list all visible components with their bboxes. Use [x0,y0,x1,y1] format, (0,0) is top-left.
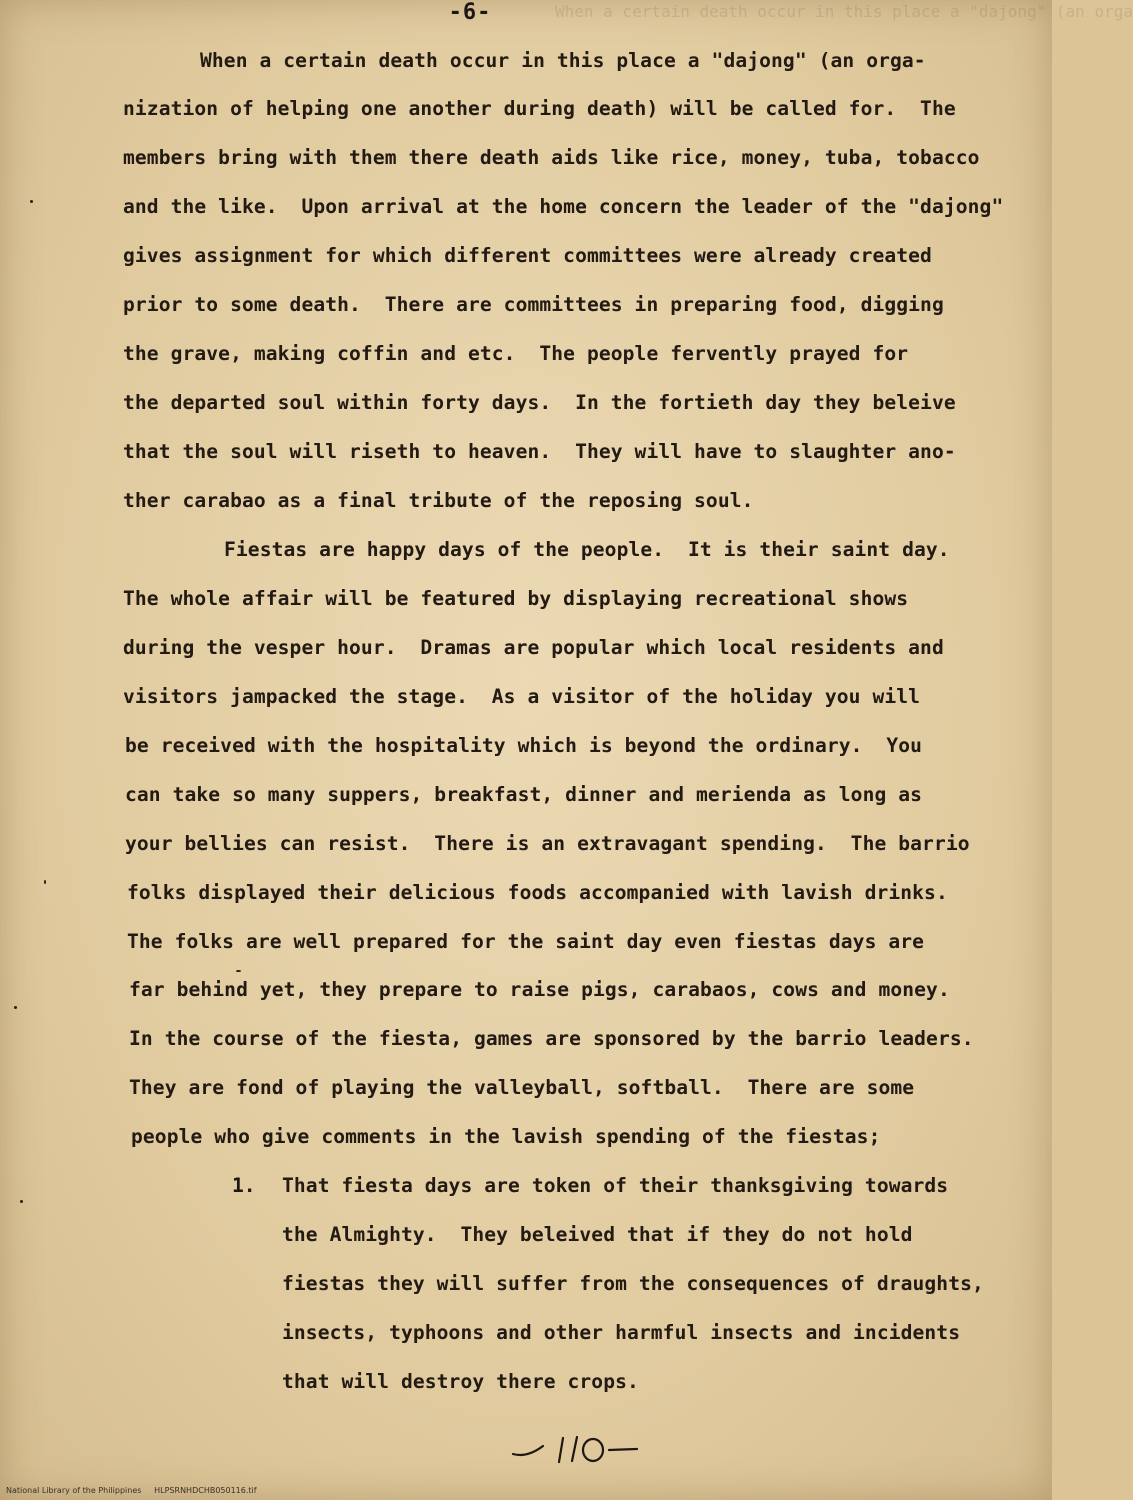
text-line: the departed soul within forty days. In the fortieth day they beleive [123,391,956,414]
paper-speck [20,1200,23,1203]
list-item-number: 1. [232,1174,256,1197]
text-line: during the vesper hour. Dramas are popular which local residents and [123,636,944,659]
text-line: your bellies can resist. There is an extravagant spending. The barrio [125,832,970,855]
list-item-line: insects, typhoons and other harmful insects and incidents [282,1321,961,1344]
paper-speck [14,1006,17,1009]
text-line: Fiestas are happy days of the people. It is their saint day. [224,538,950,561]
archive-footer-note: National Library of the Philippines HLPSRNHDCHB050116.tif [6,1486,257,1495]
text-line: far behind yet, they prepare to raise pigs, carabaos, cows and money. [129,978,950,1001]
list-item-line: that will destroy there crops. [282,1370,639,1393]
text-line: ther carabao as a final tribute of the reposing soul. [123,489,754,512]
text-line: The folks are well prepared for the saint day even fiestas days are [127,930,925,953]
text-line: They are fond of playing the valleyball, softball. There are some [129,1076,915,1099]
paper-speck [30,200,33,203]
text-line: visitors jampacked the stage. As a visitor of the holiday you will [123,685,921,708]
text-line: In the course of the fiesta, games are sponsored by the barrio leaders. [129,1027,974,1050]
text-line: prior to some death. There are committees in preparing food, digging [123,293,944,316]
list-item-line: the Almighty. They beleived that if they do not hold [282,1223,913,1246]
text-line: folks displayed their delicious foods accompanied with lavish drinks. [127,881,948,904]
paper-speck [44,880,46,884]
text-line: be received with the hospitality which is beyond the ordinary. You [125,734,923,757]
handwritten-page-mark [505,1428,665,1468]
bleed-through-text: When a certain death occur in this place a "dajong" (an orga [555,2,1133,21]
page-number: -6- [448,0,492,25]
text-line: that the soul will riseth to heaven. They will have to slaughter ano- [123,440,956,463]
text-line: gives assignment for which different committees were already created [123,244,932,267]
text-line: the grave, making coffin and etc. The people fervently prayed for [123,342,909,365]
text-line: can take so many suppers, breakfast, dinner and merienda as long as [125,783,923,806]
text-line: people who give comments in the lavish spending of the fiestas; [131,1125,881,1148]
list-item-line: fiestas they will suffer from the consequences of draughts, [282,1272,984,1295]
text-line: nization of helping one another during death) will be called for. The [123,97,956,120]
text-line: When a certain death occur in this place a "dajong" (an orga- [200,49,926,72]
text-line: members bring with them there death aids like rice, money, tuba, tobacco [123,146,980,169]
paper-speck [236,970,241,972]
text-line: and the like. Upon arrival at the home concern the leader of the "dajong" [123,195,1004,218]
text-line: The whole affair will be featured by displaying recreational shows [123,587,909,610]
list-item-line: That fiesta days are token of their thanksgiving towards [282,1174,949,1197]
